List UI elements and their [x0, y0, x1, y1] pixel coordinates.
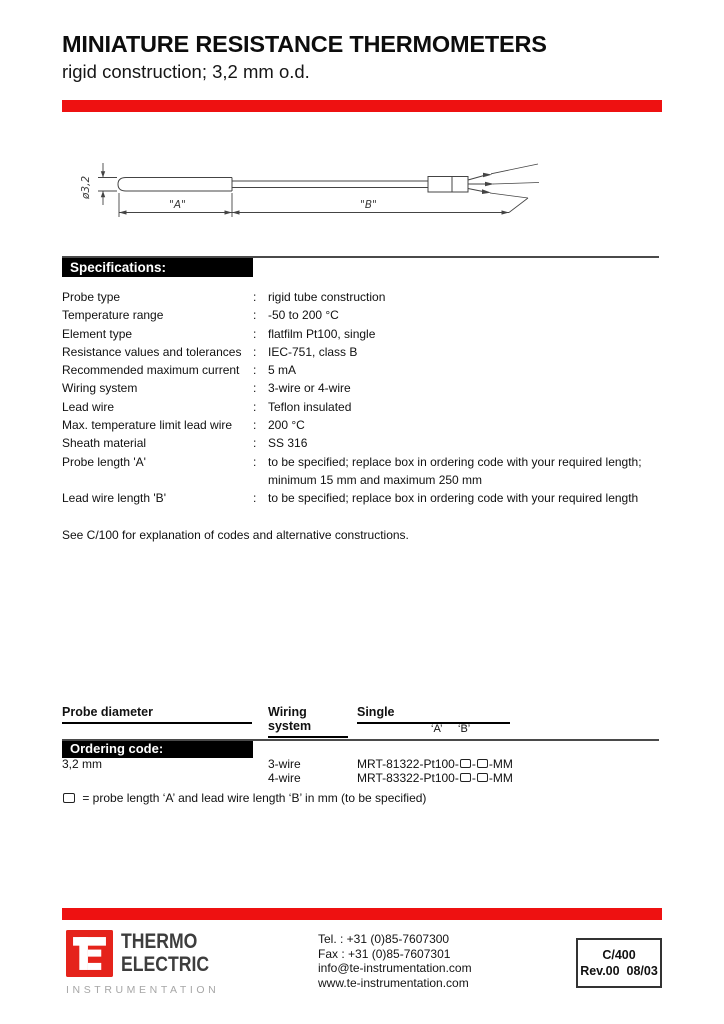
ordering-footnote	[62, 791, 426, 805]
wire-sleeve	[428, 177, 468, 193]
logo-instrumentation: INSTRUMENTATION	[66, 984, 220, 996]
spec-colon: :	[253, 436, 257, 451]
spec-label: Wiring system	[62, 381, 138, 396]
header-red-bar	[62, 100, 662, 112]
reference-note: See C/100 for explanation of codes and alternative constructions.	[62, 528, 409, 542]
code-prefix: MRT-81322-Pt100-	[357, 757, 459, 771]
logo-row	[66, 930, 229, 977]
spec-label: Max. temperature limit lead wire	[62, 418, 233, 433]
spec-row	[62, 434, 662, 452]
spec-value-line1: to be specified; replace box in ordering code with your required length;	[268, 454, 642, 469]
spec-value	[268, 453, 662, 490]
ordering-wiring: 4-wire	[268, 770, 301, 785]
code-separator: -	[471, 757, 476, 771]
ordering-code-heading: Ordering code:	[62, 741, 253, 758]
probe-outline	[98, 163, 539, 217]
spec-label: Probe length 'A'	[62, 454, 146, 469]
diameter-dim-label: ø3,2	[80, 175, 92, 199]
spec-value-line1: 5 mA	[268, 363, 297, 378]
spec-label: Resistance values and tolerances	[62, 344, 242, 359]
length-placeholder-box	[477, 759, 488, 768]
ordering-code	[357, 772, 513, 786]
ordering-row	[62, 772, 662, 786]
contact-block	[318, 932, 472, 990]
spec-row	[62, 288, 662, 306]
ordering-row	[62, 758, 662, 772]
column-subheader-a: ‘A’	[431, 723, 443, 735]
contact-tel: Tel. : +31 (0)85-7607300	[318, 932, 450, 946]
spec-value	[268, 288, 662, 306]
specifications-heading: Specifications:	[62, 258, 253, 277]
ordering-code	[357, 758, 513, 772]
wire-ends	[490, 164, 539, 213]
dim-a-label: "A"	[169, 199, 186, 211]
spec-value-line1: Teflon insulated	[268, 399, 352, 414]
spec-value	[268, 398, 662, 416]
probe-tube	[118, 178, 232, 192]
column-header-wiring-system: Wiring system	[268, 705, 348, 738]
specifications-list	[62, 288, 662, 508]
spec-value	[268, 306, 662, 324]
spec-colon: :	[253, 344, 257, 359]
document-revision: Rev.00 08/03	[580, 964, 658, 978]
spec-value-line1: 3-wire or 4-wire	[268, 381, 351, 396]
spec-row	[62, 416, 662, 434]
contact-email: info@te-instrumentation.com	[318, 961, 472, 976]
spec-label: Recommended maximum current	[62, 363, 240, 378]
code-suffix: -MM	[488, 757, 513, 771]
ordering-rows	[62, 758, 662, 786]
spec-value	[268, 489, 662, 507]
page-subtitle: rigid construction; 3,2 mm o.d.	[62, 61, 310, 82]
contact-fax: Fax : +31 (0)85-7607301	[318, 946, 451, 961]
column-header-probe-diameter: Probe diameter	[62, 705, 252, 724]
document-number: C/400	[602, 948, 636, 962]
ordering-wiring: 3-wire	[268, 757, 301, 771]
length-placeholder-box	[460, 759, 471, 768]
dim-b-label: "B"	[360, 199, 377, 211]
spec-row	[62, 489, 662, 507]
footnote-text: = probe length ‘A’ and lead wire length ‘B’ in mm (to be specified)	[79, 791, 427, 805]
code-separator: -	[471, 770, 476, 785]
probe-diagram	[0, 145, 560, 245]
footer-red-bar	[62, 908, 662, 920]
spec-label: Lead wire length 'B'	[62, 491, 166, 506]
spec-colon: :	[253, 308, 257, 323]
spec-row	[62, 398, 662, 416]
logo-electric: ELECTRIC	[121, 952, 210, 976]
spec-row	[62, 343, 662, 361]
column-subheader-b: ‘B’	[458, 723, 471, 735]
spec-row	[62, 306, 662, 324]
spec-colon: :	[253, 454, 257, 469]
spec-value-line1: 200 °C	[268, 418, 305, 433]
spec-value	[268, 325, 662, 343]
spec-value	[268, 343, 662, 361]
spec-colon: :	[253, 363, 257, 378]
te-logo-icon	[66, 930, 113, 977]
code-suffix: -MM	[488, 770, 513, 785]
length-placeholder-box	[477, 773, 488, 782]
spec-value-line1: -50 to 200 °C	[268, 308, 339, 323]
column-header-single: Single	[357, 705, 510, 724]
spec-value	[268, 434, 662, 452]
spec-colon: :	[253, 381, 257, 396]
spec-value-line1: to be specified; replace box in ordering code with your required length	[268, 491, 639, 506]
ordering-diameter	[62, 772, 268, 786]
spec-colon: :	[253, 399, 257, 414]
spec-value	[268, 379, 662, 397]
spec-row	[62, 453, 662, 490]
spec-value-line1: flatfilm Pt100, single	[268, 326, 376, 341]
length-placeholder-box	[460, 773, 471, 782]
spec-colon: :	[253, 326, 257, 341]
logo-wordmark	[121, 930, 229, 976]
spec-label: Element type	[62, 326, 133, 341]
spec-colon: :	[253, 290, 257, 304]
spec-row	[62, 361, 662, 379]
company-logo	[66, 930, 229, 996]
spec-label: Probe type	[62, 290, 121, 304]
code-prefix: MRT-83322-Pt100-	[357, 770, 459, 785]
spec-value-line1: rigid tube construction	[268, 290, 386, 304]
length-placeholder-box	[63, 793, 75, 803]
spec-colon: :	[253, 491, 257, 506]
spec-value-line1: SS 316	[268, 436, 308, 451]
spec-label: Temperature range	[62, 308, 164, 323]
spec-colon: :	[253, 418, 257, 433]
page-title: MINIATURE RESISTANCE THERMOMETERS	[62, 31, 547, 57]
spec-row	[62, 325, 662, 343]
spec-value-line2: minimum 15 mm and maximum 250 mm	[268, 472, 483, 487]
logo-thermo: THERMO	[121, 929, 198, 953]
spec-value	[268, 361, 662, 379]
contact-website: www.te-instrumentation.com	[318, 975, 469, 990]
spec-row	[62, 379, 662, 397]
spec-value	[268, 416, 662, 434]
spec-label: Sheath material	[62, 436, 147, 451]
spec-value-line1: IEC-751, class B	[268, 344, 358, 359]
ordering-diameter: 3,2 mm	[62, 757, 103, 771]
spec-label: Lead wire	[62, 399, 115, 414]
document-number-box	[576, 938, 662, 988]
